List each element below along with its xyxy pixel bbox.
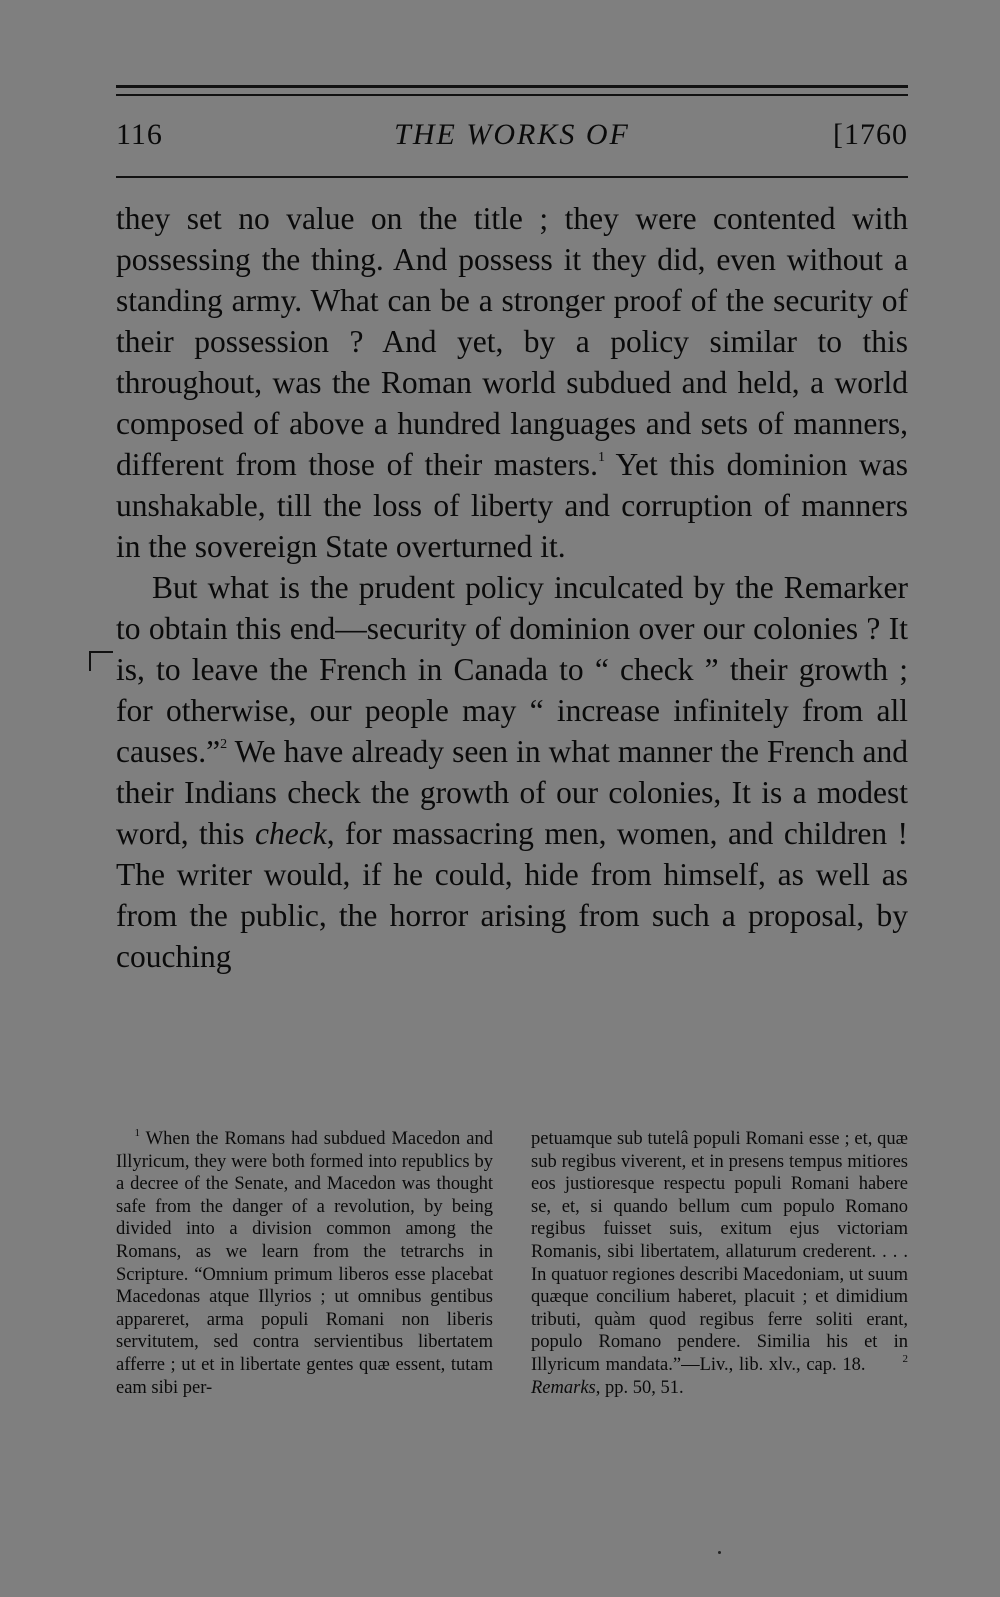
footnote-marker-2: 2 (902, 1352, 908, 1365)
footnotes (116, 1128, 908, 1488)
footnote-column-right: petuamque sub tutelâ populi Romani esse ; et, quæ sub regibus viverent, et in presens tempus mitiores eos justioresque respectu populi Romani habere se, et, si quando bellum cum populo Romano regibus fuisset suis, exitum ejus victoriam Romanis, sibi libertatem, allaturum crederent. . . . In quatuor regiones describi Macedoniam, ut suum quæque concilium haberet, placuit ; et dimidium tributi, quàm quod regibus ferre soliti erant, populo Romano pendere. Similia his et in Illyricum mandata.”—Liv., lib. xlv., cap. 18. $^2$ Remarks, pp. 50, 51. (531, 1129, 908, 1398)
italic-check: check (255, 816, 327, 851)
top-rule (116, 85, 908, 88)
running-title: THE WORKS OF (394, 118, 630, 151)
header-year: [1760 (833, 118, 908, 151)
top-rule-thin (116, 94, 908, 96)
paragraph-2: But what is the prudent policy inculcated by the Remarker to obtain this end—security of dominion over our colonies ? It is, to leave the French in Canada to “ check ” their growth ; for otherwise, our people may “ increase infinitely from all causes.”$^2$ We have already seen in what manner the French and their Indians check the growth of our colonies, It is a modest word, this check, for massacring men, women, and children ! The writer would, if he could, hide from himself, as well as from the public, the horror arising from such a proposal, by couching (116, 570, 909, 974)
speck (718, 1551, 721, 1554)
page-number: 116 (116, 118, 163, 151)
footnote-column-left: $^1$ When the Romans had subdued Macedon and Illyricum, they were both formed into republics by a decree of the Senate, and Macedon was thought safe from the danger of a revolution, by being divided into a division common among the Romans, as we learn from the tetrarchs in Scripture. “Omnium primum liberos esse placebat Macedonas atque Illyrios ; ut omnibus gentibus appareret, arma populi Romani non liberis servitutem, sed contra servientibus libertatem afferre ; ut et in libertate gentes quæ essent, tutam eam sibi per- (116, 1127, 493, 1398)
footnote-2-title: Remarks (531, 1377, 596, 1398)
footnote-ref-2: 2 (220, 737, 228, 752)
paragraph-1: they set no value on the title ; they were contented with possessing the thing. And possess it they did, even without a standing army. What can be a stronger proof of the security of their possession ? And yet, by a policy similar to this throughout, was the Roman world subdued and held, a world composed of above a hundred languages and sets of manners, different from those of their masters.$^1$ Yet this dominion was unshakable, till the loss of liberty and corruption of manners in the sovereign State overturned it. (116, 201, 908, 564)
margin-bracket-mark (89, 651, 113, 671)
footnote-marker-1: 1 (134, 1127, 140, 1139)
header-bottom-rule (116, 176, 908, 178)
footnote-ref-1: 1 (597, 450, 605, 465)
running-header (116, 118, 908, 158)
main-text (116, 198, 908, 977)
